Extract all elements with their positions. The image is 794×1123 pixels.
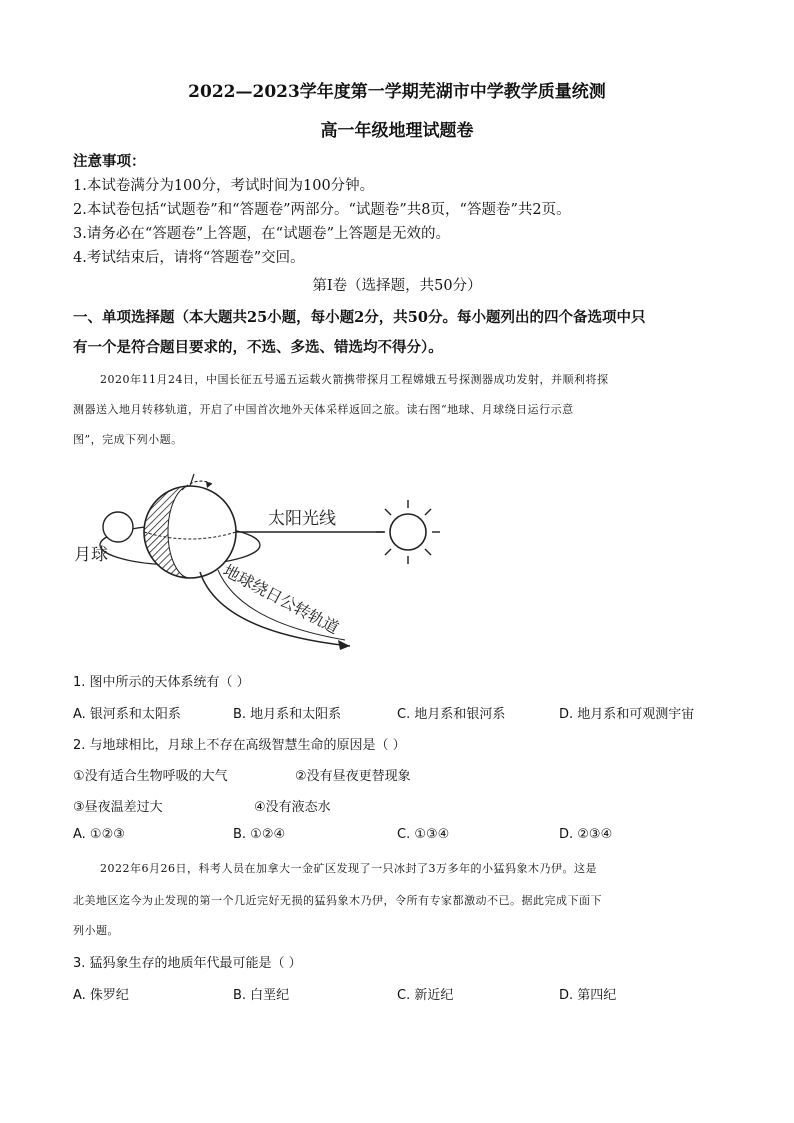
question-3-stem: 3. 猛犸象生存的地质年代最可能是（ ）	[73, 956, 302, 971]
exam-title: 2022—2023学年度第一学期芜湖市中学教学质量统测	[188, 82, 606, 102]
notice-heading: 注意事项：	[73, 153, 146, 170]
question-2-option-b[interactable]: B. ①②④	[233, 827, 286, 842]
question-2-option-a[interactable]: A. ①②③	[73, 827, 125, 842]
passage2-line: 列小题。	[73, 924, 119, 937]
sunlight-label: 太阳光线	[268, 509, 336, 529]
passage1-line: 图”，完成下列小题。	[73, 433, 183, 446]
question-3-option-a[interactable]: A. 侏罗纪	[73, 988, 129, 1003]
question-3-option-c[interactable]: C. 新近纪	[397, 988, 454, 1003]
passage1-line: 测器送入地月转移轨道，开启了中国首次地外天体采样返回之旅。读右图“地球、月球绕日运行示意	[73, 403, 574, 416]
notice-item: 3.请务必在“答题卷”上答题，在“试题卷”上答题是无效的。	[73, 226, 450, 242]
question-2-statement-3: ③昼夜温差过大	[73, 800, 163, 815]
orbit-label: 地球绕日公转轨道	[220, 560, 343, 638]
question-2-option-c[interactable]: C. ①③④	[397, 827, 450, 842]
passage2-line: 北美地区迄今为止发现的第一个几近完好无损的猛犸象木乃伊，令所有专家都激动不已。据此完成下面下	[73, 894, 602, 907]
question-1-option-d[interactable]: D. 地月系和可观测宇宙	[559, 707, 695, 722]
question-1-option-a[interactable]: A. 银河系和太阳系	[73, 707, 181, 722]
question-2-option-d[interactable]: D. ②③④	[559, 827, 613, 842]
moon-icon	[103, 512, 133, 542]
question-3-option-d[interactable]: D. 第四纪	[559, 988, 617, 1003]
earth-orbit-path	[200, 572, 350, 646]
question-2-statement-1: ①没有适合生物呼吸的大气	[73, 769, 228, 784]
section-intro: 一、单项选择题（本大题共25小题，每小题2分，共50分。每小题列出的四个备选项中只	[73, 309, 646, 326]
earth-moon-orbit-figure	[70, 462, 450, 662]
question-1-option-c[interactable]: C. 地月系和银河系	[397, 707, 506, 722]
section-title: 第I卷（选择题，共50分）	[312, 278, 482, 294]
question-3-option-b[interactable]: B. 白垩纪	[233, 988, 290, 1003]
notice-item: 4.考试结束后，请将“答题卷”交回。	[73, 250, 305, 266]
sun-icon	[376, 500, 440, 564]
notice-item: 2.本试卷包括“试题卷”和“答题卷”两部分。“试题卷”共8页，“答题卷”共2页。	[73, 202, 571, 218]
passage1-line: 2020年11月24日，中国长征五号遥五运载火箭携带探月工程嫦娥五号探测器成功发射，并顺利将探	[100, 373, 609, 386]
moon-label: 月球	[74, 545, 108, 565]
exam-subtitle: 高一年级地理试题卷	[320, 121, 474, 141]
notice-item: 1.本试卷满分为100分，考试时间为100分钟。	[73, 178, 375, 194]
question-2-stem: 2. 与地球相比，月球上不存在高级智慧生命的原因是（ ）	[73, 738, 406, 753]
question-2-statement-4: ④没有液态水	[254, 800, 331, 815]
question-1-option-b[interactable]: B. 地月系和太阳系	[233, 707, 342, 722]
section-intro-cont: 有一个是符合题目要求的，不选、多选、错选均不得分）。	[73, 339, 443, 356]
question-1-stem: 1. 图中所示的天体系统有（ ）	[73, 675, 250, 690]
question-2-statement-2: ②没有昼夜更替现象	[295, 769, 411, 784]
passage2-line: 2022年6月26日，科考人员在加拿大一金矿区发现了一只冰封了3万多年的小猛犸象木乃伊。这是	[100, 862, 597, 875]
